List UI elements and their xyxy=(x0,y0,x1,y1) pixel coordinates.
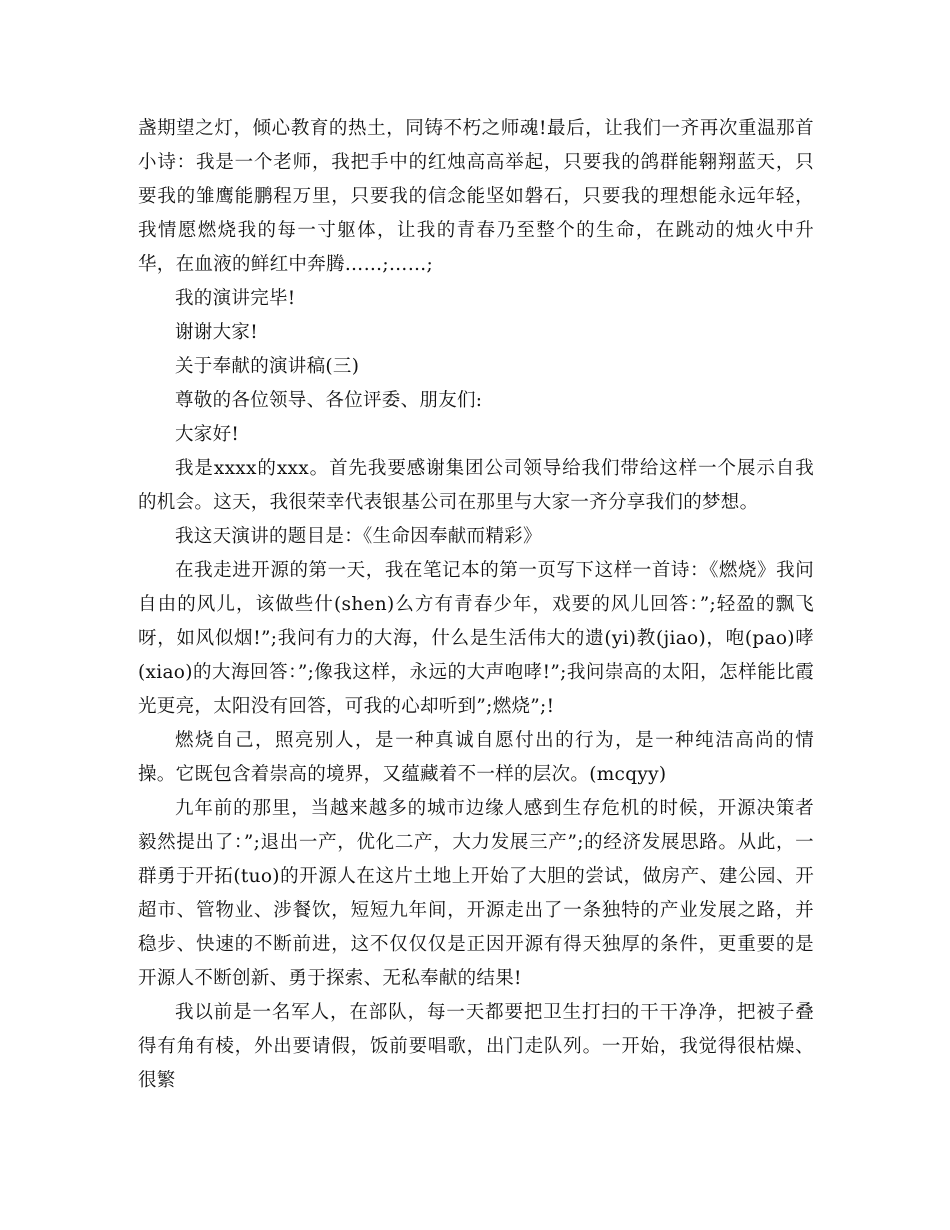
paragraph: 谢谢大家! xyxy=(175,322,258,343)
paragraph: 在我走进开源的第一天，我在笔记本的第一页写下这样一首诗：《燃烧》我问自由的风儿，该做些什(shen)么方有青春少年，戏要的风儿回答：”;轻盈的飘飞呀，如风似烟!”;我问有力的大海，什么是生活伟大的遗(yi)教(jiao)，咆(pao)哮(xiao)的大海回答：”;像我这样，永远的大声咆哮!”;我问崇高的太阳，怎样能比霞光更亮，太阳没有回答，可我的心却听到”;燃烧”;! xyxy=(138,560,814,717)
section-title: 关于奉献的演讲稿(三) xyxy=(175,356,360,377)
paragraph: 我这天演讲的题目是：《生命因奉献而精彩》 xyxy=(175,526,542,547)
paragraph: 大家好! xyxy=(175,424,240,445)
paragraph: 盏期望之灯，倾心教育的热土，同铸不朽之师魂!最后，让我们一齐再次重温那首小诗：我是一个老师，我把手中的红烛高高举起，只要我的鸽群能翱翔蓝天，只要我的雏鹰能鹏程万里，只要我的信念能坚如磐石，只要我的理想能永远年轻，我情愿燃烧我的每一寸躯体，让我的青春乃至整个的生命，在跳动的烛火中升华，在血液的鲜红中奔腾……;……; xyxy=(138,118,814,275)
paragraph: 我是xxxx的xxx。首先我要感谢集团公司领导给我们带给这样一个展示自我的机会。这天，我很荣幸代表银基公司在那里与大家一齐分享我们的梦想。 xyxy=(138,458,814,513)
paragraph: 我以前是一名军人，在部队，每一天都要把卫生打扫的干干净净，把被子叠得有角有棱，外出要请假，饭前要唱歌，出门走队列。一开始，我觉得很枯燥、很繁 xyxy=(138,1002,814,1091)
paragraph: 燃烧自己，照亮别人，是一种真诚自愿付出的行为，是一种纯洁高尚的情操。它既包含着崇高的境界，又蕴藏着不一样的层次。(mcqyy) xyxy=(138,730,814,785)
paragraph: 尊敬的各位领导、各位评委、朋友们: xyxy=(175,390,483,411)
document-body xyxy=(138,112,814,1098)
paragraph: 我的演讲完毕! xyxy=(175,288,296,309)
paragraph: 九年前的那里，当越来越多的城市边缘人感到生存危机的时候，开源决策者毅然提出了：”;退出一产，优化二产，大力发展三产”;的经济发展思路。从此，一群勇于开拓(tuo)的开源人在这片土地上开始了大胆的尝试，做房产、建公园、开超市、管物业、涉餐饮，短短九年间，开源走出了一条独特的产业发展之路，并稳步、快速的不断前进，这不仅仅仅是正因开源有得天独厚的条件，更重要的是开源人不断创新、勇于探索、无私奉献的结果! xyxy=(138,798,814,989)
